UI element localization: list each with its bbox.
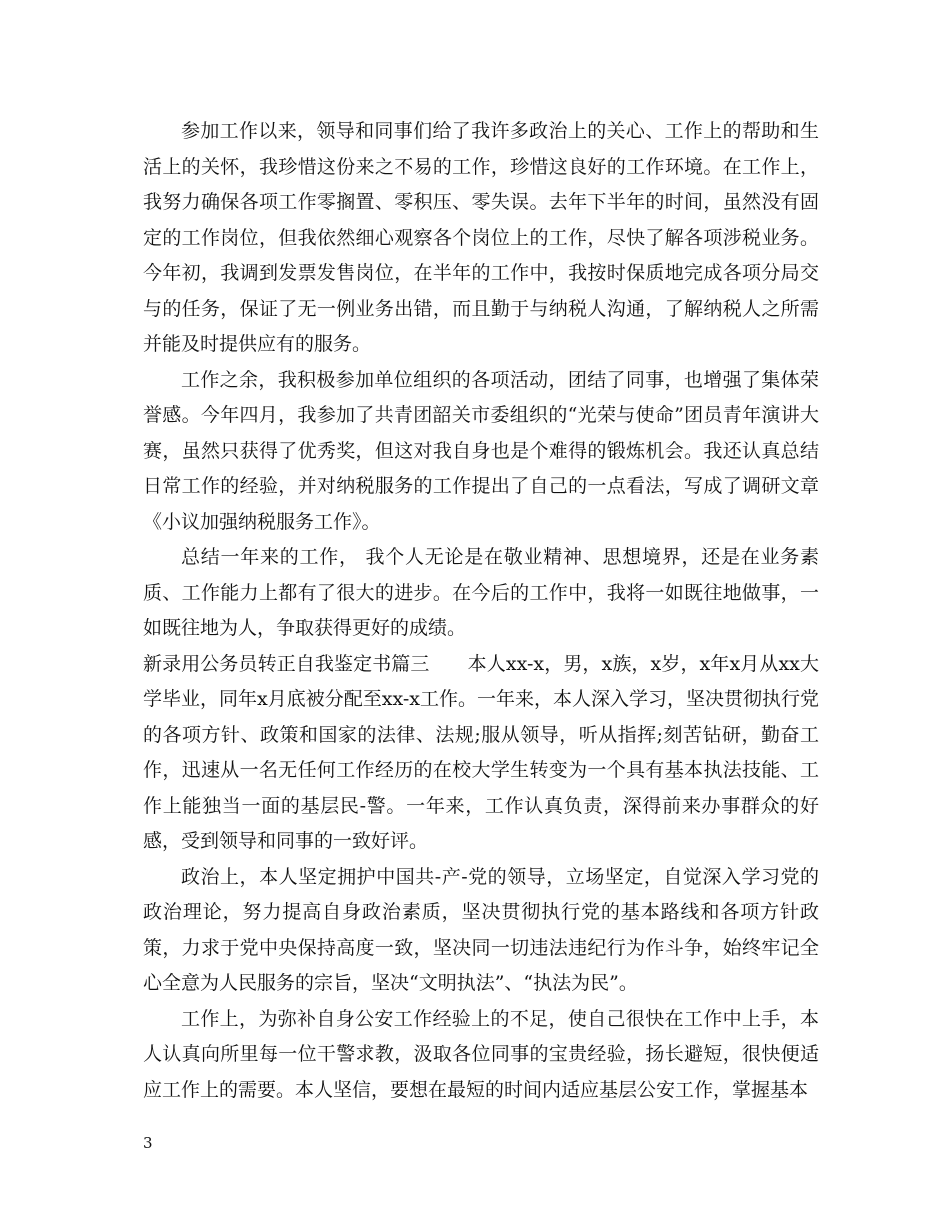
- paragraph-6: 工作上，为弥补自身公安工作经验上的不足，使自己很快在工作中上手，本人认真向所里每一位干警求教，汲取各位同事的宝贵经验，扬长避短，很快便适应工作上的需要。本人坚信，要想在最短的时间内适应基层公安工作，掌握基本: [143, 1007, 819, 1101]
- document-page: [143, 114, 819, 1108]
- page-number: 3: [143, 1134, 153, 1152]
- paragraph-3: 总结一年来的工作， 我个人无论是在敬业精神、思想境界，还是在业务素质、工作能力上都有了很大的进步。在今后的工作中，我将一如既往地做事，一如既往地为人，争取获得更好的成绩。: [143, 546, 819, 639]
- paragraph-5: 政治上，本人坚定拥护中国共-产-党的领导，立场坚定，自觉深入学习党的政治理论，努力提高自身政治素质，坚决贯彻执行党的基本路线和各项方针政策，力求于党中央保持高度一致，坚决同一切违法违纪行为作斗争，始终牢记全心全意为人民服务的宗旨，坚决“文明执法”、“执法为民”。: [143, 865, 819, 994]
- paragraph-2: 工作之余，我积极参加单位组织的各项活动，团结了同事，也增强了集体荣誉感。今年四月，我参加了共青团韶关市委组织的“光荣与使命”团员青年演讲大赛，虽然只获得了优秀奖，但这对我自身也是个难得的锻炼机会。我还认真总结日常工作的经验，并对纳税服务的工作提出了自己的一点看法，写成了调研文章《小议加强纳税服务工作》。: [143, 368, 819, 533]
- paragraph-1: 参加工作以来，领导和同事们给了我许多政治上的关心、工作上的帮助和生活上的关怀，我珍惜这份来之不易的工作，珍惜这良好的工作环境。在工作上，我努力确保各项工作零搁置、零积压、零失误。去年下半年的时间，虽然没有固定的工作岗位，但我依然细心观察各个岗位上的工作，尽快了解各项涉税业务。今年初，我调到发票发售岗位，在半年的工作中，我按时保质地完成各项分局交与的任务，保证了无一例业务出错，而且勤于与纳税人沟通，了解纳税人之所需并能及时提供应有的服务。: [143, 120, 819, 355]
- paragraph-4-section-heading: 新录用公务员转正自我鉴定书篇三 本人xx-x，男，x族，x岁，x年x月从xx大学毕业，同年x月底被分配至xx-x工作。一年来，本人深入学习，坚决贯彻执行党的各项方针、政策和国家的法律、法规;服从领导，听从指挥;刻苦钻研，勤奋工作，迅速从一名无任何工作经历的在校大学生转变为一个具有基本执法技能、工作上能独当一面的基层民-警。一年来，工作认真负责，深得前来办事群众的好感，受到领导和同事的一致好评。: [143, 652, 819, 852]
